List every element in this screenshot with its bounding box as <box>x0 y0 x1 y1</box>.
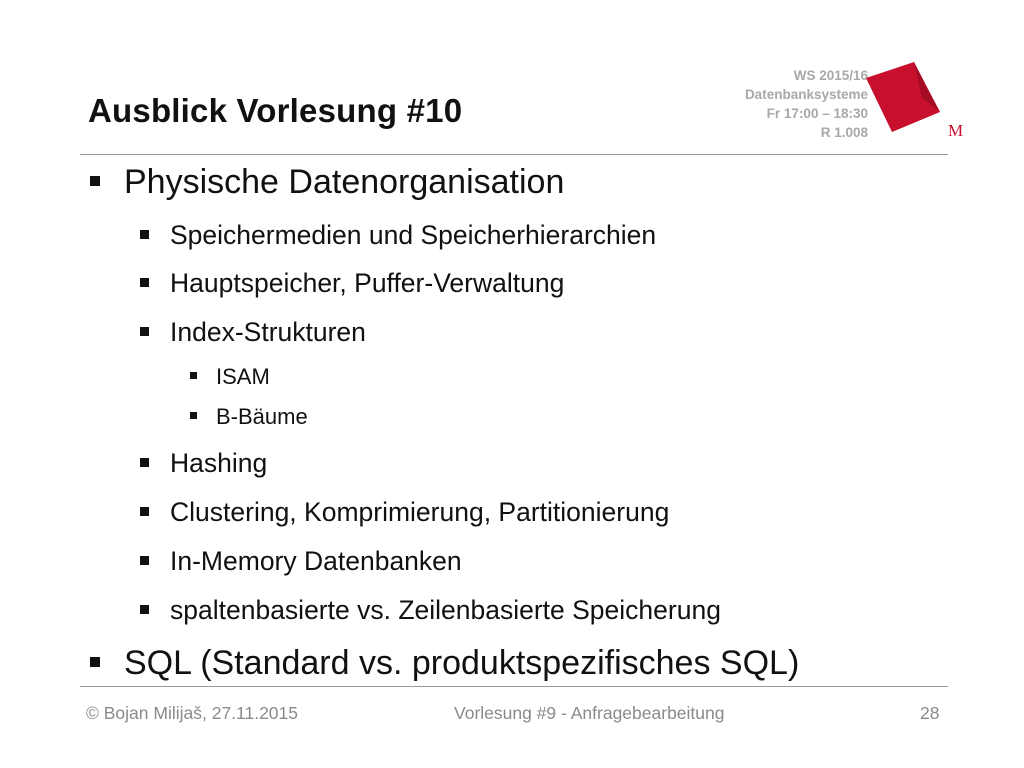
list-item <box>140 447 267 479</box>
square-bullet-icon <box>140 458 149 467</box>
list-item-text: Physische Datenorganisation <box>124 163 565 201</box>
square-bullet-icon <box>140 556 149 565</box>
square-bullet-icon <box>190 412 197 419</box>
course-info <box>745 66 868 142</box>
list-item-text: Index-Strukturen <box>170 317 366 347</box>
list-item <box>140 545 462 577</box>
footer-author-date: © Bojan Milijaš, 27.11.2015 <box>86 703 298 723</box>
list-item <box>140 316 366 348</box>
list-item <box>140 594 721 626</box>
list-item <box>140 496 669 528</box>
list-item-text: Hashing <box>170 448 268 478</box>
room-label: R 1.008 <box>820 125 868 140</box>
page-number: 28 <box>920 703 940 723</box>
semester-label: WS 2015/16 <box>793 68 868 83</box>
list-item-text: In-Memory Datenbanken <box>170 546 462 576</box>
list-item-text: ISAM <box>216 364 270 389</box>
list-item-text: SQL (Standard vs. produktspezifisches SQL) <box>124 644 800 682</box>
square-bullet-icon <box>90 657 100 667</box>
square-bullet-icon <box>140 278 149 287</box>
list-item <box>190 403 308 431</box>
footer-divider <box>80 686 948 687</box>
list-item-text: B-Bäume <box>216 404 308 429</box>
list-item-text: Clustering, Komprimierung, Partitionierung <box>170 497 670 527</box>
university-logo-icon <box>856 60 966 150</box>
course-label: Datenbanksysteme <box>744 87 868 102</box>
list-item <box>140 219 656 251</box>
square-bullet-icon <box>90 176 100 186</box>
list-item <box>140 267 564 299</box>
list-item <box>90 162 564 202</box>
header-divider <box>80 154 948 155</box>
slide-title: Ausblick Vorlesung #10 <box>88 92 463 129</box>
square-bullet-icon <box>190 372 197 379</box>
square-bullet-icon <box>140 507 149 516</box>
list-item-text: spaltenbasierte vs. Zeilenbasierte Speicherung <box>170 595 721 625</box>
logo-letter: M <box>948 121 964 140</box>
footer-lecture-title: Vorlesung #9 - Anfragebearbeitung <box>454 703 725 723</box>
time-label: Fr 17:00 – 18:30 <box>766 106 868 121</box>
square-bullet-icon <box>140 605 149 614</box>
list-item-text: Speichermedien und Speicherhierarchien <box>170 220 657 250</box>
square-bullet-icon <box>140 327 149 336</box>
list-item-text: Hauptspeicher, Puffer-Verwaltung <box>170 268 565 298</box>
list-item <box>90 643 799 683</box>
square-bullet-icon <box>140 230 149 239</box>
list-item <box>190 363 270 391</box>
